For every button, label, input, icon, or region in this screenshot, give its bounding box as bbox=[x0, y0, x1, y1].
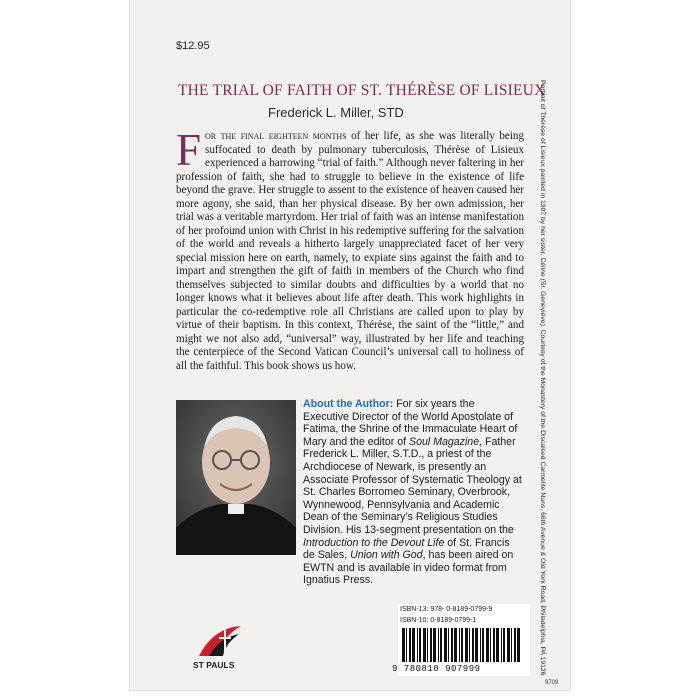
barcode-bar bbox=[454, 628, 457, 662]
barcode-bar bbox=[461, 628, 463, 662]
barcode-bar bbox=[503, 628, 505, 662]
cover-code: 9709 bbox=[545, 680, 559, 686]
barcode-bar bbox=[440, 628, 442, 662]
barcode-bar bbox=[514, 628, 516, 662]
barcode-bar bbox=[430, 628, 432, 662]
blurb-lead: or the final eighteen months bbox=[205, 130, 347, 142]
barcode-bar bbox=[423, 628, 426, 662]
barcode-bar bbox=[472, 628, 474, 662]
portrait-credit: Portrait of Thérèse of Lisieux painted in 1907 by her sister, Céline (Sr. Geneviève). Courtesy of the Monastery of the Discalced Carmelite Nuns, 66th Avenue & Old York Road, Philadelphia, PA 19126 bbox=[539, 80, 546, 676]
about-intro-title: Introduction to the Devout Life bbox=[303, 536, 445, 549]
barcode-digits: 9 780818 907999 bbox=[392, 664, 481, 674]
barcode-bar bbox=[402, 628, 405, 662]
barcode-bar bbox=[459, 628, 460, 662]
about-text-2: , Father Frederick L. Miller, S.T.D., a priest of the Archdiocese of Newark, is presently an Associate Professor of Systematic Theology at St. Charles Borromeo Seminary, Overbrook, Wynnewood, Pennsylvania and Academic Dean of the Seminary’s Religious Studies Division. His 13-segment presentation on the bbox=[303, 435, 522, 536]
barcode-bar bbox=[486, 628, 489, 662]
barcode-bar bbox=[507, 628, 510, 662]
about-text-3: of St. Francis de Sales, bbox=[303, 536, 510, 562]
isbn-10: ISBN-10: 0-8189-0799-1 bbox=[400, 617, 477, 624]
drop-cap: F bbox=[176, 125, 202, 175]
barcode-bar bbox=[417, 628, 418, 662]
barcode bbox=[400, 628, 524, 664]
about-text-4: , has been aired on EWTN and is available in video format from Ignatius Press. bbox=[303, 549, 514, 587]
barcode-bar bbox=[406, 628, 407, 662]
barcode-bar bbox=[482, 628, 484, 662]
barcode-bar bbox=[511, 628, 512, 662]
barcode-bar bbox=[475, 628, 478, 662]
blurb-text: of her life, as she was literally being suffocated to death by pulmonary tuberculosis, Thérèse of Lisieux experienced a harrowing “trial of faith.” Although never faltering in her profession of faith, she had to struggle to believe in the existence of life beyond the grave. Her struggle to assent to the existence of heaven caused her more agony, she said, than her physical disease. By her own admission, her trial was a veritable martyrdom. Her trial of faith was an intense manifestation of her profound union with Christ in his redemptive suffering for the salvation of the world and reveals a hitherto largely unappreciated facet of her very special mission here on earth, namely, to expiate sins against the faith and to impart and strengthen the gift of faith in members of the Church who find themselves subjected to similar doubts and difficulties by a world that no longer knows what it believes about life after death. This work highlights in particular the co-redemptive role all Christians are called upon to play by virtue of their baptism. In this context, Thérèse, the saint of the “little,” and might we not also add, “universal” way, illustrated by her life and teaching the centerpiece of the Second Vatican Council’s universal call to holiness of all the faithful. This book shows us how. bbox=[176, 130, 524, 372]
barcode-bar bbox=[412, 628, 415, 662]
barcode-bar bbox=[469, 628, 470, 662]
barcode-bar bbox=[501, 628, 502, 662]
barcode-bar bbox=[433, 628, 436, 662]
barcode-bar bbox=[465, 628, 468, 662]
barcode-bar bbox=[451, 628, 453, 662]
barcode-bar bbox=[493, 628, 495, 662]
about-magazine: Soul Magazine bbox=[409, 435, 480, 448]
st-pauls-logo-icon bbox=[195, 622, 245, 662]
barcode-bar bbox=[427, 628, 428, 662]
book-title: THE TRIAL OF FAITH OF ST. THÉRÈSE OF LISIEUX bbox=[178, 82, 546, 99]
price-label: $12.95 bbox=[176, 40, 210, 52]
about-the-author bbox=[303, 398, 523, 587]
author-photo bbox=[176, 400, 296, 555]
barcode-bar bbox=[448, 628, 449, 662]
author-line: Frederick L. Miller, STD bbox=[268, 105, 404, 120]
barcode-bar bbox=[490, 628, 491, 662]
barcode-bar bbox=[438, 628, 439, 662]
barcode-bar bbox=[496, 628, 499, 662]
about-text-1: For six years the Executive Director of the World Apostolate of Fatima, the Shrine of the Immaculate Heart of Mary and the editor of bbox=[303, 398, 518, 448]
about-heading: About the Author: bbox=[303, 398, 394, 410]
barcode-bar bbox=[517, 628, 520, 662]
barcode-bar bbox=[444, 628, 447, 662]
about-union-title: Union with God bbox=[350, 549, 423, 562]
barcode-bar bbox=[409, 628, 411, 662]
publisher-name: ST PAULS bbox=[193, 660, 235, 670]
blurb-paragraph bbox=[176, 125, 524, 373]
isbn-13: ISBN-13: 978- 0-8189-0799-9 bbox=[400, 606, 493, 613]
barcode-bar bbox=[480, 628, 481, 662]
barcode-bar bbox=[419, 628, 421, 662]
